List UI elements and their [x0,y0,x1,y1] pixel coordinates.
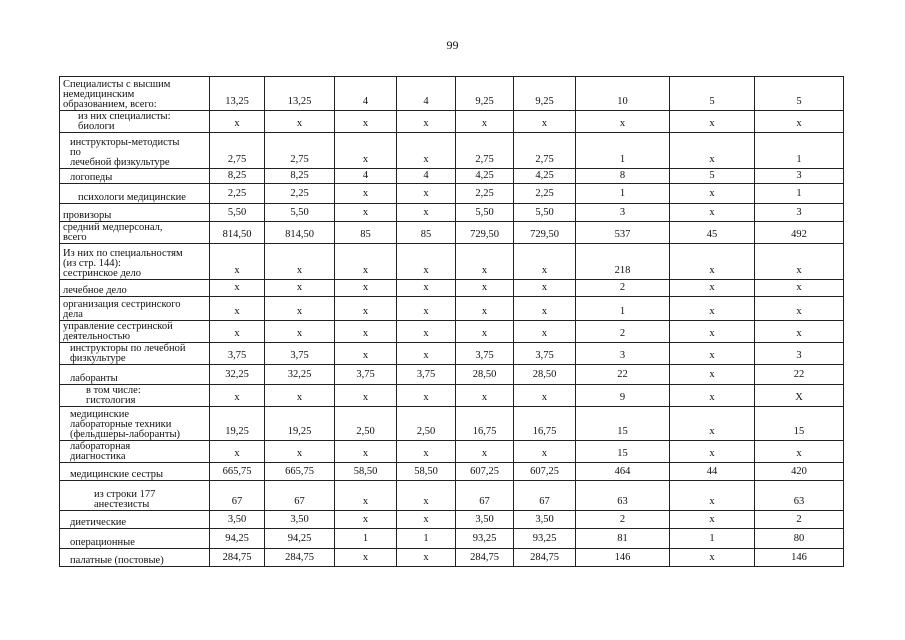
row-label-line: физкультуре [70,353,126,364]
value-cell: 1 [576,133,670,169]
table-row [60,529,844,549]
value-cell: 2,50 [335,407,397,441]
value-cell: x [576,111,670,133]
value-cell: 22 [576,365,670,385]
value-cell: 8,25 [265,169,335,184]
value-cell: 3 [576,204,670,222]
value-cell: 8,25 [210,169,265,184]
row-label [60,133,210,169]
value-cell: x [265,441,335,463]
row-label [60,111,210,133]
value-cell: 45 [670,222,755,244]
value-cell: x [210,321,265,343]
value-cell: x [514,385,576,407]
value-cell: 1 [670,529,755,549]
value-cell: x [670,407,755,441]
table-row [60,297,844,321]
table-row [60,77,844,111]
value-cell: 3 [755,169,844,184]
value-cell: x [335,549,397,567]
value-cell: 1 [576,297,670,321]
table-row [60,133,844,169]
value-cell: 28,50 [514,365,576,385]
value-cell: 2,75 [210,133,265,169]
value-cell: 85 [397,222,456,244]
value-cell: x [397,280,456,297]
value-cell: 63 [576,481,670,511]
value-cell: 5,50 [210,204,265,222]
value-cell: 2,75 [456,133,514,169]
value-cell: 19,25 [210,407,265,441]
row-label-line: лабораторная [70,441,131,452]
value-cell: 94,25 [265,529,335,549]
value-cell: x [335,441,397,463]
value-cell: 4 [335,169,397,184]
value-cell: 537 [576,222,670,244]
value-cell: 15 [576,407,670,441]
row-label-line: биологи [78,121,115,132]
value-cell: x [514,244,576,280]
value-cell: 665,75 [210,463,265,481]
value-cell: 67 [210,481,265,511]
value-cell: 1 [755,133,844,169]
row-label [60,407,210,441]
value-cell: 146 [576,549,670,567]
value-cell: 4 [397,169,456,184]
value-cell: 5,50 [456,204,514,222]
value-cell: x [514,441,576,463]
value-cell: x [335,184,397,204]
value-cell: x [514,280,576,297]
row-label [60,244,210,280]
value-cell: x [210,441,265,463]
value-cell: 2,25 [210,184,265,204]
value-cell: 814,50 [210,222,265,244]
row-label [60,321,210,343]
row-label [60,297,210,321]
value-cell: x [397,481,456,511]
value-cell: 2 [576,321,670,343]
value-cell: 3,75 [456,343,514,365]
value-cell: x [210,297,265,321]
value-cell: 3,75 [265,343,335,365]
value-cell: x [456,385,514,407]
table-row [60,463,844,481]
value-cell: x [456,244,514,280]
value-cell: 67 [514,481,576,511]
value-cell: x [670,204,755,222]
row-label-line: гистология [86,395,136,406]
value-cell: x [670,297,755,321]
row-label-line: из них специалисты: [78,111,171,122]
value-cell: 32,25 [265,365,335,385]
value-cell: x [335,204,397,222]
value-cell: x [670,343,755,365]
table-row [60,343,844,365]
value-cell: 44 [670,463,755,481]
row-label [60,222,210,244]
value-cell: 2,25 [265,184,335,204]
value-cell: x [210,385,265,407]
value-cell: 10 [576,77,670,111]
value-cell: 1 [335,529,397,549]
value-cell: x [397,385,456,407]
value-cell: 13,25 [210,77,265,111]
row-label [60,365,210,385]
value-cell: x [335,343,397,365]
value-cell: 284,75 [210,549,265,567]
value-cell: 729,50 [456,222,514,244]
value-cell: 28,50 [456,365,514,385]
value-cell: x [397,244,456,280]
value-cell: 5 [670,169,755,184]
row-label [60,184,210,204]
value-cell: 3,50 [265,511,335,529]
value-cell: 9 [576,385,670,407]
row-label-line: по [70,147,81,158]
value-cell: 67 [265,481,335,511]
value-cell: 4 [397,77,456,111]
value-cell: x [335,481,397,511]
row-label [60,481,210,511]
table-row [60,222,844,244]
value-cell: 420 [755,463,844,481]
value-cell: x [456,441,514,463]
value-cell: x [755,441,844,463]
value-cell: x [456,321,514,343]
value-cell: 1 [576,184,670,204]
value-cell: 15 [576,441,670,463]
table-row [60,321,844,343]
value-cell: 16,75 [514,407,576,441]
value-cell: x [397,441,456,463]
value-cell: 5,50 [514,204,576,222]
value-cell: 464 [576,463,670,481]
value-cell: x [265,280,335,297]
value-cell: 2,75 [514,133,576,169]
row-label-line: медицинские сестры [70,469,164,480]
value-cell: 93,25 [456,529,514,549]
row-label-line: Специалисты с высшим [63,79,171,90]
row-label-line: (из стр. 144): [63,258,121,269]
value-cell: x [456,297,514,321]
value-cell: x [670,549,755,567]
row-label-line: операционные [70,537,135,548]
row-label [60,280,210,297]
value-cell: 4,25 [514,169,576,184]
value-cell: 94,25 [210,529,265,549]
row-label-line: инструкторы-методисты [70,137,180,148]
value-cell: x [210,111,265,133]
value-cell: x [335,280,397,297]
value-cell: 67 [456,481,514,511]
value-cell: x [335,133,397,169]
value-cell: x [514,297,576,321]
table-row [60,169,844,184]
row-label-line: сестринское дело [63,268,141,279]
value-cell: 85 [335,222,397,244]
value-cell: 13,25 [265,77,335,111]
table-row [60,244,844,280]
value-cell: x [514,111,576,133]
row-label-line: лечебное дело [63,285,127,296]
value-cell: 93,25 [514,529,576,549]
table-row [60,441,844,463]
value-cell: x [265,297,335,321]
value-cell: 2 [576,511,670,529]
value-cell: 3,50 [456,511,514,529]
value-cell: x [755,321,844,343]
value-cell: 9,25 [456,77,514,111]
row-label-line: средний медперсонал, [63,222,163,233]
row-label-line: палатные (постовые) [70,555,164,566]
value-cell: x [755,280,844,297]
value-cell: 32,25 [210,365,265,385]
row-label-line: диетические [70,517,127,528]
value-cell: x [755,111,844,133]
value-cell: 58,50 [335,463,397,481]
value-cell: 4 [335,77,397,111]
value-cell: 19,25 [265,407,335,441]
row-label-line: управление сестринской [63,321,173,332]
value-cell: 3,50 [514,511,576,529]
row-label [60,549,210,567]
value-cell: 729,50 [514,222,576,244]
value-cell: x [335,511,397,529]
value-cell: x [397,133,456,169]
value-cell: 80 [755,529,844,549]
row-label-line: деятельностью [63,331,131,342]
value-cell: 3,75 [514,343,576,365]
table-row [60,111,844,133]
value-cell: 8 [576,169,670,184]
value-cell: 3 [755,343,844,365]
value-cell: 2,75 [265,133,335,169]
value-cell: x [397,343,456,365]
row-label-line: диагностика [70,451,126,462]
row-label-line: лечебной физкультуре [70,157,170,168]
value-cell: 58,50 [397,463,456,481]
row-label-line: лаборанты [70,373,118,384]
row-label [60,529,210,549]
value-cell: x [670,385,755,407]
row-label-line: образованием, всего: [63,99,157,110]
table-row [60,385,844,407]
row-label-line: (фельдшеры-лаборанты) [70,429,181,440]
row-label-line: психологи медицинские [78,192,186,203]
value-cell: 3,50 [210,511,265,529]
value-cell: x [397,549,456,567]
row-label-line: немедицинским [63,89,135,100]
value-cell: x [397,297,456,321]
value-cell: 2,50 [397,407,456,441]
value-cell: 5,50 [265,204,335,222]
row-label [60,77,210,111]
value-cell: 814,50 [265,222,335,244]
value-cell: x [456,280,514,297]
row-label-line: инструкторы по лечебной [70,343,186,354]
value-cell: x [335,111,397,133]
value-cell: x [670,441,755,463]
table-row [60,184,844,204]
row-label-line: лабораторные техники [70,419,172,430]
value-cell: 22 [755,365,844,385]
value-cell: 607,25 [514,463,576,481]
value-cell: x [335,321,397,343]
value-cell: x [670,280,755,297]
value-cell: 284,75 [265,549,335,567]
value-cell: x [265,321,335,343]
value-cell: 2,25 [456,184,514,204]
value-cell: 492 [755,222,844,244]
value-cell: 9,25 [514,77,576,111]
row-label-line: организация сестринского [63,299,181,310]
value-cell: 665,75 [265,463,335,481]
value-cell: x [335,244,397,280]
value-cell: 218 [576,244,670,280]
table-row [60,549,844,567]
value-cell: x [670,133,755,169]
row-label-line: в том числе: [86,385,141,396]
value-cell: 3 [576,343,670,365]
value-cell: x [670,365,755,385]
table-row [60,204,844,222]
value-cell: x [397,511,456,529]
row-label-line: из строки 177 [94,489,156,500]
value-cell: 15 [755,407,844,441]
value-cell: x [265,111,335,133]
table-row [60,365,844,385]
row-label [60,169,210,184]
table-row [60,280,844,297]
table-row [60,407,844,441]
value-cell: X [755,385,844,407]
value-cell: 16,75 [456,407,514,441]
row-label [60,385,210,407]
value-cell: x [397,321,456,343]
value-cell: 81 [576,529,670,549]
value-cell: 3,75 [210,343,265,365]
row-label-line: Из них по специальностям [63,248,183,259]
value-cell: 284,75 [514,549,576,567]
value-cell: 2 [755,511,844,529]
row-label-line: провизоры [63,210,112,221]
value-cell: 284,75 [456,549,514,567]
row-label-line: дела [63,309,83,320]
value-cell: x [265,244,335,280]
row-label-line: анестезисты [94,499,150,510]
value-cell: x [210,280,265,297]
value-cell: x [397,204,456,222]
value-cell: 5 [670,77,755,111]
value-cell: x [670,244,755,280]
staffing-table [59,76,844,567]
value-cell: x [755,297,844,321]
value-cell: x [397,184,456,204]
value-cell: x [397,111,456,133]
table-row [60,481,844,511]
value-cell: x [670,481,755,511]
row-label [60,343,210,365]
value-cell: 3,75 [335,365,397,385]
row-label-line: всего [63,232,87,243]
value-cell: 2 [576,280,670,297]
row-label [60,204,210,222]
value-cell: x [670,184,755,204]
value-cell: x [210,244,265,280]
table-row [60,511,844,529]
row-label [60,441,210,463]
value-cell: x [335,385,397,407]
page-number: 99 [446,38,459,52]
value-cell: x [670,111,755,133]
value-cell: 1 [397,529,456,549]
value-cell: x [265,385,335,407]
value-cell: x [335,297,397,321]
row-label-line: медицинские [70,409,130,420]
row-label [60,511,210,529]
value-cell: 1 [755,184,844,204]
value-cell: 146 [755,549,844,567]
value-cell: x [456,111,514,133]
value-cell: 5 [755,77,844,111]
value-cell: 3,75 [397,365,456,385]
value-cell: 3 [755,204,844,222]
value-cell: x [514,321,576,343]
value-cell: 4,25 [456,169,514,184]
value-cell: x [670,321,755,343]
value-cell: 2,25 [514,184,576,204]
value-cell: 63 [755,481,844,511]
row-label [60,463,210,481]
value-cell: 607,25 [456,463,514,481]
value-cell: x [670,511,755,529]
value-cell: x [755,244,844,280]
row-label-line: логопеды [70,172,113,183]
